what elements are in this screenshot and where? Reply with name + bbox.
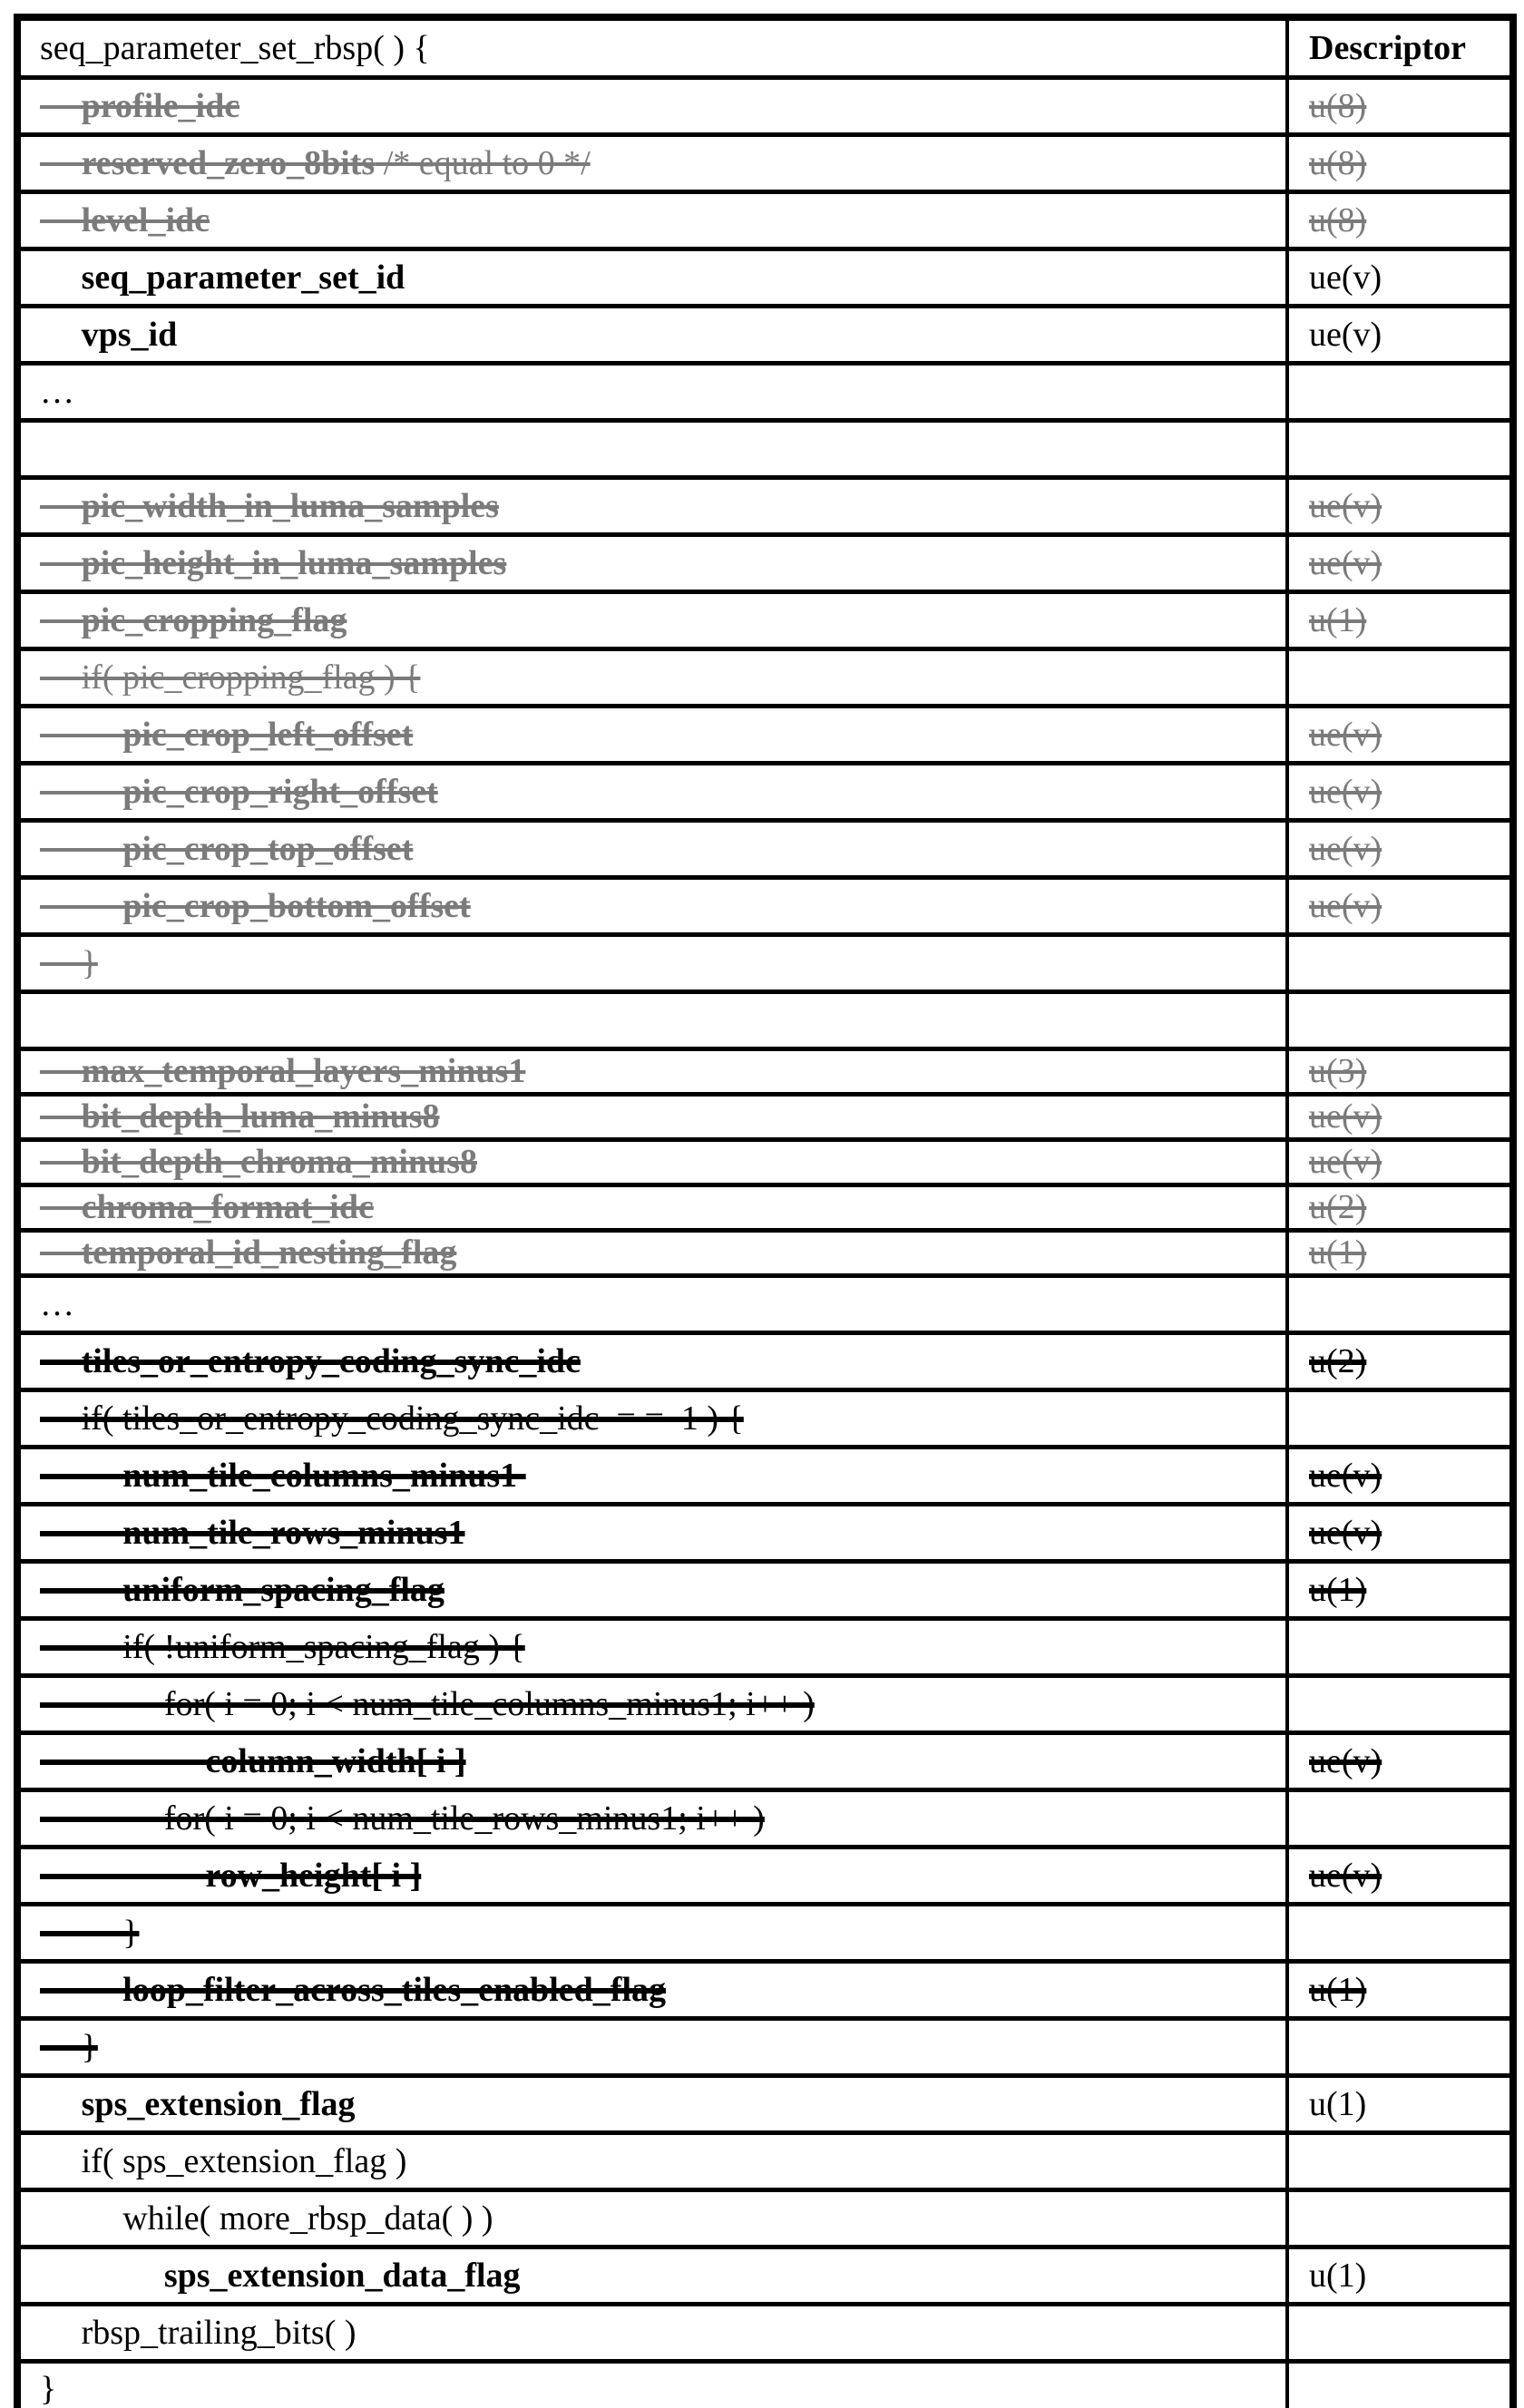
descriptor-cell <box>1287 420 1513 477</box>
descriptor-label: ue(v) <box>1309 1097 1382 1136</box>
descriptor-label: ue(v) <box>1309 1741 1382 1780</box>
header-syntax-cell <box>17 17 1287 77</box>
syntax-label: pic_crop_bottom_offset <box>40 886 471 925</box>
syntax-label: … <box>40 372 74 411</box>
syntax-label: vps_id <box>40 315 178 354</box>
descriptor-cell <box>1287 2018 1513 2075</box>
syntax-label: reserved_zero_8bits /* equal to 0 */ <box>40 143 591 182</box>
descriptor-label: u(2) <box>1309 1341 1367 1380</box>
syntax-cell <box>17 1332 1287 1389</box>
syntax-cell <box>17 534 1287 591</box>
syntax-cell <box>17 1961 1287 2018</box>
descriptor-label: u(1) <box>1309 2084 1367 2123</box>
syntax-label: tiles_or_entropy_coding_sync_idc <box>40 1341 581 1380</box>
syntax-cell <box>17 877 1287 934</box>
syntax-label: bit_depth_chroma_minus8 <box>40 1143 477 1181</box>
descriptor-cell <box>1287 477 1513 534</box>
table-row <box>17 648 1513 706</box>
table-row <box>17 191 1513 249</box>
table-row <box>17 820 1513 877</box>
descriptor-cell <box>1287 1904 1513 1961</box>
syntax-cell <box>17 420 1287 477</box>
syntax-label: pic_crop_right_offset <box>40 772 438 811</box>
syntax-label: } <box>40 1913 140 1952</box>
syntax-label: level_idc <box>40 200 210 239</box>
syntax-cell <box>17 2132 1287 2189</box>
descriptor-column-header: Descriptor <box>1309 28 1467 67</box>
table-row <box>17 2361 1513 2408</box>
syntax-cell <box>17 648 1287 706</box>
descriptor-cell <box>1287 1847 1513 1904</box>
syntax-cell <box>17 1139 1287 1185</box>
descriptor-cell <box>1287 1447 1513 1504</box>
descriptor-cell <box>1287 1048 1513 1094</box>
descriptor-cell <box>1287 134 1513 191</box>
syntax-cell <box>17 2189 1287 2247</box>
syntax-label: num_tile_columns_minus1 <box>40 1456 526 1495</box>
syntax-cell <box>17 1618 1287 1675</box>
syntax-label: rbsp_trailing_bits( ) <box>40 2313 357 2352</box>
table-row <box>17 934 1513 991</box>
descriptor-label: ue(v) <box>1309 1856 1382 1895</box>
table-row <box>17 134 1513 191</box>
descriptor-cell <box>1287 2304 1513 2361</box>
descriptor-cell <box>1287 191 1513 249</box>
descriptor-cell <box>1287 2361 1513 2408</box>
descriptor-cell <box>1287 1675 1513 1732</box>
descriptor-cell <box>1287 1094 1513 1139</box>
syntax-cell <box>17 1675 1287 1732</box>
syntax-cell <box>17 191 1287 249</box>
syntax-cell <box>17 1185 1287 1230</box>
page <box>0 14 1524 2408</box>
table-row <box>17 306 1513 363</box>
syntax-cell <box>17 706 1287 763</box>
descriptor-cell <box>1287 1561 1513 1618</box>
syntax-label: temporal_id_nesting_flag <box>40 1233 457 1272</box>
syntax-cell <box>17 477 1287 534</box>
syntax-cell <box>17 1094 1287 1139</box>
descriptor-cell <box>1287 2132 1513 2189</box>
descriptor-label: ue(v) <box>1309 543 1382 582</box>
syntax-cell <box>17 991 1287 1048</box>
table-row <box>17 477 1513 534</box>
syntax-label: row_height[ i ] <box>40 1856 422 1895</box>
table-row <box>17 877 1513 934</box>
syntax-cell <box>17 1275 1287 1332</box>
syntax-cell <box>17 934 1287 991</box>
table-row <box>17 2075 1513 2132</box>
descriptor-label: ue(v) <box>1309 258 1382 297</box>
syntax-label: } <box>40 2369 57 2408</box>
syntax-cell <box>17 1048 1287 1094</box>
syntax-cell <box>17 249 1287 306</box>
descriptor-label: u(8) <box>1309 86 1367 125</box>
descriptor-cell <box>1287 1732 1513 1789</box>
syntax-label: bit_depth_luma_minus8 <box>40 1097 440 1136</box>
descriptor-label: u(8) <box>1309 143 1367 182</box>
table-title: seq_parameter_set_rbsp( ) { <box>40 28 430 67</box>
table-row <box>17 1504 1513 1561</box>
descriptor-cell <box>1287 1618 1513 1675</box>
table-row <box>17 2247 1513 2304</box>
table-body <box>17 77 1513 2408</box>
syntax-cell <box>17 1789 1287 1847</box>
table-row <box>17 763 1513 820</box>
syntax-cell <box>17 77 1287 134</box>
descriptor-cell <box>1287 1139 1513 1185</box>
descriptor-cell <box>1287 877 1513 934</box>
syntax-label: loop_filter_across_tiles_enabled_flag <box>40 1970 667 2009</box>
syntax-cell <box>17 306 1287 363</box>
descriptor-label: ue(v) <box>1309 772 1382 811</box>
descriptor-label: u(1) <box>1309 1970 1367 2009</box>
syntax-label: while( more_rbsp_data( ) ) <box>40 2198 493 2237</box>
syntax-label: if( sps_extension_flag ) <box>40 2141 407 2180</box>
table-row <box>17 1447 1513 1504</box>
descriptor-label: u(1) <box>1309 2256 1367 2295</box>
descriptor-label: u(1) <box>1309 1233 1367 1272</box>
syntax-cell <box>17 2075 1287 2132</box>
syntax-label: column_width[ i ] <box>40 1741 466 1780</box>
descriptor-cell <box>1287 2247 1513 2304</box>
descriptor-label: u(1) <box>1309 1570 1367 1609</box>
header-descriptor-cell <box>1287 17 1513 77</box>
descriptor-cell <box>1287 1961 1513 2018</box>
descriptor-cell <box>1287 2189 1513 2247</box>
syntax-label: sps_extension_data_flag <box>40 2256 521 2295</box>
descriptor-cell <box>1287 591 1513 648</box>
syntax-label: if( !uniform_spacing_flag ) { <box>40 1627 525 1666</box>
table-row <box>17 77 1513 134</box>
descriptor-cell <box>1287 1789 1513 1847</box>
table-row <box>17 1618 1513 1675</box>
syntax-label: profile_idc <box>40 86 240 125</box>
table-row <box>17 2132 1513 2189</box>
descriptor-cell <box>1287 991 1513 1048</box>
syntax-cell <box>17 1447 1287 1504</box>
syntax-label: pic_cropping_flag <box>40 600 347 639</box>
table-row <box>17 1275 1513 1332</box>
syntax-cell <box>17 1504 1287 1561</box>
table-row <box>17 420 1513 477</box>
descriptor-cell <box>1287 1332 1513 1389</box>
header-row <box>17 17 1513 77</box>
descriptor-cell <box>1287 249 1513 306</box>
syntax-label: pic_width_in_luma_samples <box>40 486 499 525</box>
syntax-cell <box>17 363 1287 420</box>
table-row <box>17 591 1513 648</box>
descriptor-cell <box>1287 1185 1513 1230</box>
descriptor-label: u(1) <box>1309 600 1367 639</box>
syntax-table <box>14 14 1517 2408</box>
syntax-cell <box>17 591 1287 648</box>
descriptor-cell <box>1287 1389 1513 1447</box>
table-row <box>17 1048 1513 1094</box>
syntax-cell <box>17 763 1287 820</box>
descriptor-cell <box>1287 763 1513 820</box>
syntax-label: for( i = 0; i < num_tile_columns_minus1; i++ ) <box>40 1684 815 1723</box>
table-row <box>17 2189 1513 2247</box>
syntax-cell <box>17 134 1287 191</box>
table-row <box>17 1332 1513 1389</box>
table-row <box>17 1561 1513 1618</box>
syntax-cell <box>17 2018 1287 2075</box>
syntax-label: max_temporal_layers_minus1 <box>40 1052 526 1090</box>
syntax-label: num_tile_rows_minus1 <box>40 1513 465 1552</box>
table-row <box>17 363 1513 420</box>
syntax-label: pic_crop_left_offset <box>40 715 414 754</box>
table-row <box>17 1675 1513 1732</box>
descriptor-label: ue(v) <box>1309 715 1382 754</box>
descriptor-cell <box>1287 1275 1513 1332</box>
table-row <box>17 249 1513 306</box>
syntax-cell <box>17 2304 1287 2361</box>
descriptor-label: ue(v) <box>1309 1513 1382 1552</box>
descriptor-label: ue(v) <box>1309 315 1382 354</box>
syntax-label: } <box>40 2027 98 2066</box>
syntax-label: pic_crop_top_offset <box>40 829 414 868</box>
descriptor-cell <box>1287 2075 1513 2132</box>
table-row <box>17 2304 1513 2361</box>
syntax-cell <box>17 820 1287 877</box>
descriptor-cell <box>1287 306 1513 363</box>
descriptor-cell <box>1287 534 1513 591</box>
syntax-cell <box>17 1389 1287 1447</box>
descriptor-cell <box>1287 77 1513 134</box>
descriptor-cell <box>1287 1504 1513 1561</box>
syntax-label: uniform_spacing_flag <box>40 1570 444 1609</box>
syntax-label: pic_height_in_luma_samples <box>40 543 507 582</box>
syntax-cell <box>17 2361 1287 2408</box>
syntax-cell <box>17 1732 1287 1789</box>
descriptor-label: u(3) <box>1309 1052 1367 1090</box>
table-row <box>17 1185 1513 1230</box>
descriptor-label: ue(v) <box>1309 1143 1382 1181</box>
descriptor-cell <box>1287 706 1513 763</box>
descriptor-label: ue(v) <box>1309 829 1382 868</box>
table-row <box>17 1094 1513 1139</box>
descriptor-cell <box>1287 934 1513 991</box>
table-row <box>17 1847 1513 1904</box>
table-row <box>17 1904 1513 1961</box>
table-header <box>17 17 1513 77</box>
table-row <box>17 1789 1513 1847</box>
syntax-cell <box>17 1904 1287 1961</box>
descriptor-cell <box>1287 1230 1513 1275</box>
syntax-label: sps_extension_flag <box>40 2084 356 2123</box>
syntax-label: seq_parameter_set_id <box>40 258 405 297</box>
descriptor-label: ue(v) <box>1309 1456 1382 1495</box>
descriptor-label: ue(v) <box>1309 886 1382 925</box>
syntax-label: if( pic_cropping_flag ) { <box>40 658 421 697</box>
syntax-label: for( i = 0; i < num_tile_rows_minus1; i++ ) <box>40 1799 765 1838</box>
syntax-cell <box>17 1847 1287 1904</box>
table-row <box>17 1961 1513 2018</box>
descriptor-label: u(8) <box>1309 200 1367 239</box>
table-row <box>17 1732 1513 1789</box>
syntax-label: … <box>40 1284 74 1323</box>
table-row <box>17 2018 1513 2075</box>
syntax-cell <box>17 1230 1287 1275</box>
syntax-label: chroma_format_idc <box>40 1188 374 1226</box>
table-row <box>17 1139 1513 1185</box>
table-row <box>17 991 1513 1048</box>
descriptor-cell <box>1287 648 1513 706</box>
table-row <box>17 1389 1513 1447</box>
table-row <box>17 534 1513 591</box>
table-row <box>17 1230 1513 1275</box>
table-row <box>17 706 1513 763</box>
descriptor-cell <box>1287 820 1513 877</box>
syntax-cell <box>17 2247 1287 2304</box>
descriptor-label: u(2) <box>1309 1188 1367 1226</box>
descriptor-label: ue(v) <box>1309 486 1382 525</box>
syntax-label: if( tiles_or_entropy_coding_sync_idc = = 1 ) { <box>40 1399 744 1438</box>
syntax-cell <box>17 1561 1287 1618</box>
descriptor-cell <box>1287 363 1513 420</box>
syntax-comment: /* equal to 0 */ <box>375 143 591 182</box>
syntax-label: } <box>40 943 98 982</box>
